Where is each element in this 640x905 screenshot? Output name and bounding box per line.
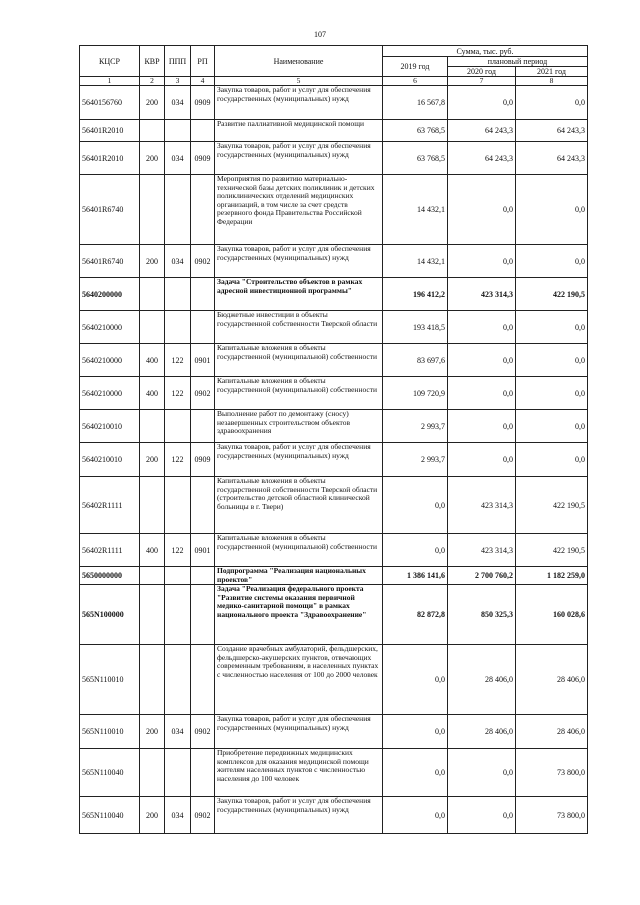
value-2021-cell: 422 190,5	[516, 534, 588, 567]
rp-cell	[191, 567, 215, 585]
value-2020-cell: 2 700 760,2	[448, 567, 516, 585]
table-row	[80, 585, 588, 645]
kvr-cell	[140, 410, 165, 443]
value-2021-cell: 0,0	[516, 175, 588, 245]
kcsr-cell: 56402R1111	[80, 477, 140, 534]
rp-cell: 0909	[191, 443, 215, 477]
table-row	[80, 645, 588, 715]
kvr-cell	[140, 585, 165, 645]
kcsr-cell: 5640156760	[80, 86, 140, 120]
ppp-cell: 034	[165, 142, 191, 175]
kcsr-cell: 565N110040	[80, 797, 140, 834]
name-cell: Развитие паллиативной медицинской помощи	[215, 120, 383, 142]
rp-cell	[191, 585, 215, 645]
rp-cell: 0909	[191, 142, 215, 175]
kcsr-cell: 565N110010	[80, 645, 140, 715]
kvr-cell: 400	[140, 344, 165, 377]
rp-cell	[191, 311, 215, 344]
kvr-cell: 400	[140, 377, 165, 410]
col-number: 7	[448, 77, 516, 86]
name-cell: Капитальные вложения в объекты государственной (муниципальной) собственности	[215, 377, 383, 410]
header-2021: 2021 год	[516, 67, 588, 77]
value-2019-cell: 0,0	[383, 477, 448, 534]
kvr-cell: 200	[140, 443, 165, 477]
col-number: 1	[80, 77, 140, 86]
kcsr-cell: 5640210010	[80, 410, 140, 443]
name-cell: Приобретение передвижных медицинских комплексов для оказания медицинской помощи жителям населенных пунктов с численностью населения до 100 человек	[215, 749, 383, 797]
table-row	[80, 344, 588, 377]
value-2020-cell: 0,0	[448, 410, 516, 443]
ppp-cell	[165, 410, 191, 443]
value-2019-cell: 0,0	[383, 534, 448, 567]
value-2020-cell: 0,0	[448, 443, 516, 477]
kvr-cell	[140, 567, 165, 585]
value-2019-cell: 14 432,1	[383, 245, 448, 278]
ppp-cell: 034	[165, 86, 191, 120]
value-2020-cell: 0,0	[448, 749, 516, 797]
name-cell: Выполнение работ по демонтажу (сносу) незавершенных строительством объектов здравоохранения	[215, 410, 383, 443]
col-number: 5	[215, 77, 383, 86]
value-2019-cell: 0,0	[383, 749, 448, 797]
kvr-cell	[140, 645, 165, 715]
ppp-cell: 122	[165, 443, 191, 477]
name-cell: Подпрограмма "Реализация национальных проектов"	[215, 567, 383, 585]
value-2020-cell: 0,0	[448, 245, 516, 278]
kcsr-cell: 5640210000	[80, 377, 140, 410]
kcsr-cell: 56401R6740	[80, 245, 140, 278]
value-2021-cell: 0,0	[516, 443, 588, 477]
table-row	[80, 86, 588, 120]
rp-cell: 0902	[191, 715, 215, 749]
name-cell: Закупка товаров, работ и услуг для обеспечения государственных (муниципальных) нужд	[215, 797, 383, 834]
value-2019-cell: 2 993,7	[383, 410, 448, 443]
table-row	[80, 797, 588, 834]
value-2020-cell: 0,0	[448, 86, 516, 120]
kcsr-cell: 5640210000	[80, 344, 140, 377]
header-plan-period: плановый период	[448, 57, 588, 67]
value-2021-cell: 0,0	[516, 377, 588, 410]
col-number: 2	[140, 77, 165, 86]
kvr-cell	[140, 278, 165, 311]
value-2020-cell: 64 243,3	[448, 142, 516, 175]
rp-cell	[191, 120, 215, 142]
name-cell: Бюджетные инвестиции в объекты государственной собственности Тверской области	[215, 311, 383, 344]
kvr-cell: 200	[140, 797, 165, 834]
ppp-cell	[165, 278, 191, 311]
page-number: 107	[314, 30, 326, 39]
value-2019-cell: 193 418,5	[383, 311, 448, 344]
value-2020-cell: 0,0	[448, 797, 516, 834]
value-2021-cell: 73 800,0	[516, 749, 588, 797]
name-cell: Капитальные вложения в объекты государственной собственности Тверской области (строительство детской областной клинической больницы в г. Твери)	[215, 477, 383, 534]
kvr-cell	[140, 120, 165, 142]
name-cell: Мероприятия по развитию материально-технической базы детских поликлиник и детских поликлинических отделений медицинских организаций, в том числе за счет средств резервного фонда Правительства Российской Федерации	[215, 175, 383, 245]
kvr-cell: 200	[140, 715, 165, 749]
kvr-cell	[140, 175, 165, 245]
header-kcsr: КЦСР	[80, 46, 140, 77]
table-row	[80, 175, 588, 245]
value-2020-cell: 28 406,0	[448, 715, 516, 749]
value-2021-cell: 0,0	[516, 86, 588, 120]
ppp-cell: 034	[165, 715, 191, 749]
col-number: 4	[191, 77, 215, 86]
ppp-cell	[165, 120, 191, 142]
rp-cell: 0902	[191, 377, 215, 410]
kcsr-cell: 565N110010	[80, 715, 140, 749]
value-2021-cell: 1 182 259,0	[516, 567, 588, 585]
rp-cell	[191, 278, 215, 311]
name-cell: Закупка товаров, работ и услуг для обеспечения государственных (муниципальных) нужд	[215, 245, 383, 278]
rp-cell: 0901	[191, 534, 215, 567]
kcsr-cell: 56402R1111	[80, 534, 140, 567]
ppp-cell: 034	[165, 245, 191, 278]
table-row	[80, 278, 588, 311]
ppp-cell	[165, 567, 191, 585]
ppp-cell: 122	[165, 534, 191, 567]
value-2021-cell: 0,0	[516, 410, 588, 443]
kvr-cell: 200	[140, 245, 165, 278]
value-2019-cell: 63 768,5	[383, 120, 448, 142]
value-2020-cell: 0,0	[448, 311, 516, 344]
value-2021-cell: 28 406,0	[516, 715, 588, 749]
value-2020-cell: 423 314,3	[448, 534, 516, 567]
value-2019-cell: 0,0	[383, 715, 448, 749]
kcsr-cell: 56401R6740	[80, 175, 140, 245]
value-2019-cell: 109 720,9	[383, 377, 448, 410]
value-2021-cell: 0,0	[516, 245, 588, 278]
header-ppp: ППП	[165, 46, 191, 77]
rp-cell	[191, 175, 215, 245]
rp-cell: 0902	[191, 245, 215, 278]
kvr-cell	[140, 477, 165, 534]
value-2021-cell: 73 800,0	[516, 797, 588, 834]
name-cell: Капитальные вложения в объекты государственной (муниципальной) собственности	[215, 344, 383, 377]
kcsr-cell: 56401R2010	[80, 120, 140, 142]
value-2020-cell: 0,0	[448, 175, 516, 245]
table-row	[80, 377, 588, 410]
kcsr-cell: 5650000000	[80, 567, 140, 585]
name-cell: Задача "Реализация федерального проекта "Развитие системы оказания первичной медико-санитарной помощи" в рамках национального проекта "Здравоохранение"	[215, 585, 383, 645]
kvr-cell	[140, 749, 165, 797]
rp-cell	[191, 749, 215, 797]
kvr-cell	[140, 311, 165, 344]
ppp-cell: 034	[165, 797, 191, 834]
header-2019: 2019 год	[383, 57, 448, 77]
table-row	[80, 311, 588, 344]
kvr-cell: 200	[140, 86, 165, 120]
value-2020-cell: 423 314,3	[448, 477, 516, 534]
budget-table	[79, 45, 588, 834]
value-2019-cell: 0,0	[383, 797, 448, 834]
ppp-cell	[165, 311, 191, 344]
table-row	[80, 443, 588, 477]
name-cell: Задача "Строительство объектов в рамках адресной инвестиционной программы"	[215, 278, 383, 311]
header-2020: 2020 год	[448, 67, 516, 77]
ppp-cell: 122	[165, 377, 191, 410]
value-2021-cell: 0,0	[516, 344, 588, 377]
value-2020-cell: 850 325,3	[448, 585, 516, 645]
value-2021-cell: 422 190,5	[516, 278, 588, 311]
ppp-cell	[165, 175, 191, 245]
table-row	[80, 534, 588, 567]
ppp-cell	[165, 645, 191, 715]
ppp-cell	[165, 477, 191, 534]
value-2021-cell: 28 406,0	[516, 645, 588, 715]
value-2019-cell: 83 697,6	[383, 344, 448, 377]
ppp-cell	[165, 585, 191, 645]
name-cell: Закупка товаров, работ и услуг для обеспечения государственных (муниципальных) нужд	[215, 142, 383, 175]
table-row	[80, 120, 588, 142]
table-row	[80, 749, 588, 797]
table-row	[80, 410, 588, 443]
kvr-cell: 400	[140, 534, 165, 567]
kcsr-cell: 56401R2010	[80, 142, 140, 175]
name-cell: Создание врачебных амбулаторий, фельдшерских, фельдшерско-акушерских пунктов, отвечающих современным требованиям, в населенных пунктах с численностью населения от 100 до 2000 человек	[215, 645, 383, 715]
value-2019-cell: 63 768,5	[383, 142, 448, 175]
value-2019-cell: 82 872,8	[383, 585, 448, 645]
name-cell: Капитальные вложения в объекты государственной (муниципальной) собственности	[215, 534, 383, 567]
table-row	[80, 477, 588, 534]
table-row	[80, 715, 588, 749]
value-2020-cell: 0,0	[448, 377, 516, 410]
value-2020-cell: 423 314,3	[448, 278, 516, 311]
header-kvr: КВР	[140, 46, 165, 77]
name-cell: Закупка товаров, работ и услуг для обеспечения государственных (муниципальных) нужд	[215, 443, 383, 477]
value-2019-cell: 0,0	[383, 645, 448, 715]
table-row	[80, 245, 588, 278]
col-number: 8	[516, 77, 588, 86]
table-row	[80, 142, 588, 175]
value-2021-cell: 422 190,5	[516, 477, 588, 534]
value-2020-cell: 28 406,0	[448, 645, 516, 715]
value-2019-cell: 196 412,2	[383, 278, 448, 311]
col-number: 3	[165, 77, 191, 86]
value-2020-cell: 64 243,3	[448, 120, 516, 142]
rp-cell: 0902	[191, 797, 215, 834]
table-row	[80, 567, 588, 585]
rp-cell	[191, 477, 215, 534]
rp-cell: 0909	[191, 86, 215, 120]
kcsr-cell: 5640210010	[80, 443, 140, 477]
kcsr-cell: 565N100000	[80, 585, 140, 645]
col-number: 6	[383, 77, 448, 86]
value-2021-cell: 64 243,3	[516, 142, 588, 175]
kcsr-cell: 5640210000	[80, 311, 140, 344]
name-cell: Закупка товаров, работ и услуг для обеспечения государственных (муниципальных) нужд	[215, 86, 383, 120]
kcsr-cell: 565N110040	[80, 749, 140, 797]
value-2020-cell: 0,0	[448, 344, 516, 377]
rp-cell: 0901	[191, 344, 215, 377]
kvr-cell: 200	[140, 142, 165, 175]
value-2021-cell: 0,0	[516, 311, 588, 344]
name-cell: Закупка товаров, работ и услуг для обеспечения государственных (муниципальных) нужд	[215, 715, 383, 749]
value-2019-cell: 1 386 141,6	[383, 567, 448, 585]
header-sum: Сумма, тыс. руб.	[383, 46, 588, 57]
ppp-cell	[165, 749, 191, 797]
rp-cell	[191, 410, 215, 443]
value-2019-cell: 14 432,1	[383, 175, 448, 245]
rp-cell	[191, 645, 215, 715]
header-name: Наименование	[215, 46, 383, 77]
ppp-cell: 122	[165, 344, 191, 377]
value-2019-cell: 2 993,7	[383, 443, 448, 477]
kcsr-cell: 5640200000	[80, 278, 140, 311]
value-2021-cell: 64 243,3	[516, 120, 588, 142]
value-2021-cell: 160 028,6	[516, 585, 588, 645]
value-2019-cell: 16 567,8	[383, 86, 448, 120]
header-rp: РП	[191, 46, 215, 77]
